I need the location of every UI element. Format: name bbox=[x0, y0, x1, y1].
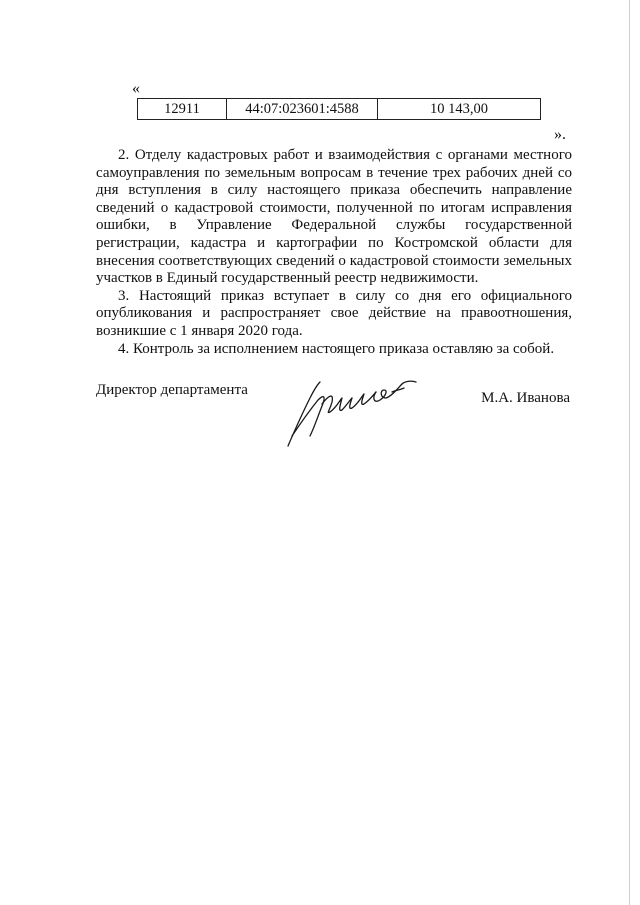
table-closing-quote: ». bbox=[554, 126, 566, 143]
table-cell-value: 10 143,00 bbox=[378, 99, 541, 120]
cadastral-value-table bbox=[137, 98, 541, 120]
paragraph-item-2: 2. Отделу кадастровых работ и взаимодействия с органами местного самоуправления по земельным вопросам в течение трех рабочих дней со дня вступления в силу настоящего приказа обеспечить направление сведений о кадастровой стоимости, полученной по итогам исправления ошибки, в Управление Федеральной службы государственной регистрации, кадастра и картографии по Костромской области для внесения соответствующих сведений о кадастровой стоимости земельных участков в Единый государственный реестр недвижимости. bbox=[96, 147, 572, 287]
paragraph-item-4: 4. Контроль за исполнением настоящего приказа оставляю за собой. bbox=[118, 340, 555, 357]
table-opening-quote: « bbox=[132, 80, 140, 97]
signatory-name: М.А. Иванова bbox=[481, 390, 570, 406]
table-cell-code: 12911 bbox=[138, 99, 227, 120]
paragraph-item-3: 3. Настоящий приказ вступает в силу со дня его официального опубликования и распространяет свое действие на правоотношения, возникшие с 1 января 2020 года. bbox=[96, 287, 572, 339]
handwritten-signature bbox=[280, 374, 430, 452]
table-cell-cadastral-number: 44:07:023601:4588 bbox=[227, 99, 378, 120]
scan-edge-line bbox=[629, 0, 630, 905]
table-row bbox=[138, 99, 541, 120]
signatory-position: Директор департамента bbox=[96, 382, 248, 398]
order-body-text bbox=[96, 147, 572, 358]
